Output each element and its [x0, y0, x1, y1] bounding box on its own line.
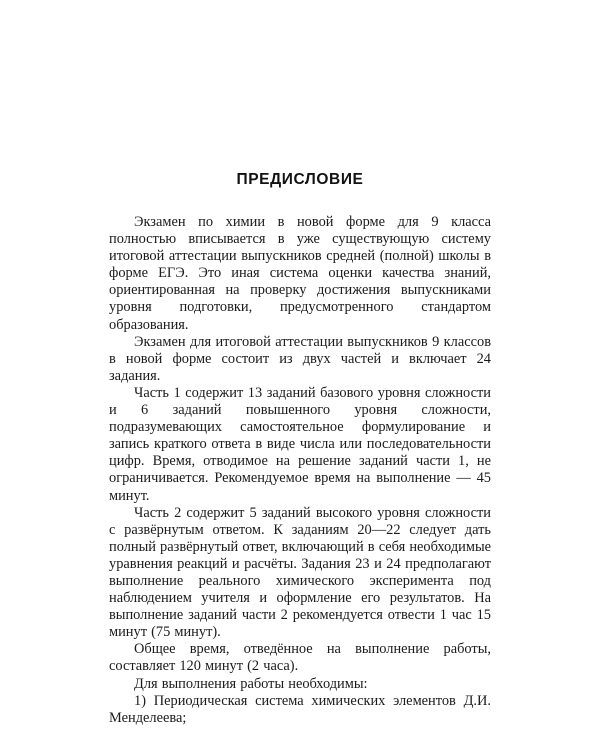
paragraph-total-time: Общее время, отведённое на выполнение работы, составляет 120 минут (2 часа). [109, 641, 491, 675]
paragraph-requirements-heading: Для выполнения работы необходимы: [134, 675, 368, 692]
paragraph-part1: Часть 1 содержит 13 заданий базового уровня сложности и 6 заданий повышенного уровня сложности, подразумевающих самостоятельное формулирование и запись краткого ответа в виде числа или последовательности цифр. Время, отводимое на решение заданий части 1, не ограничивается. Рекомендуемое время на выполнение — 45 минут. [109, 384, 491, 504]
paragraph-requirement-1: 1) Периодическая система химических элементов Д.И. Менделеева; [109, 692, 491, 726]
paragraph-part2: Часть 2 содержит 5 заданий высокого уровня сложности с развёрнутым ответом. К заданиям 20—22 следует дать полный развёрнутый ответ, включающий в себя необходимые уравнения реакций и расчёты. Задания 23 и 24 предполагают выполнение реального химического эксперимента под наблюдением учителя и оформление его результатов. На выполнение заданий части 2 рекомендуется отвести 1 час 15 минут (75 минут). [109, 504, 491, 641]
page-content [109, 0, 491, 727]
body-text [109, 214, 491, 727]
page-title: ПРЕДИСЛОВИЕ [236, 171, 364, 188]
paragraph-exam-structure: Экзамен для итоговой аттестации выпускников 9 классов в новой форме состоит из двух частей и включает 24 задания. [109, 333, 491, 384]
paragraph-intro: Экзамен по химии в новой форме для 9 класса полностью вписывается в уже существующую систему итоговой аттестации выпускников средней (полной) школы в форме ЕГЭ. Это иная система оценки качества знаний, ориентированная на проверку достижения выпускниками уровня подготовки, предусмотренного стандартом образования. [109, 214, 491, 333]
